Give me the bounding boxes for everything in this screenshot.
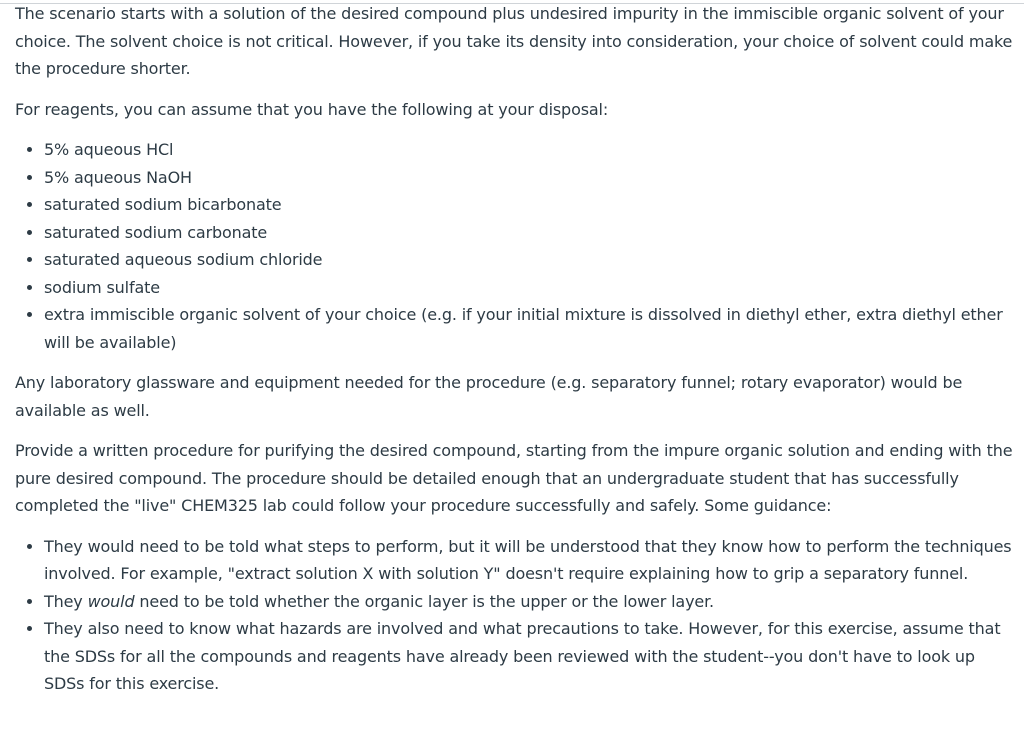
guidance-text: They [44, 591, 88, 611]
reagent-item: • saturated sodium bicarbonate [44, 191, 1015, 219]
intro-paragraph: The scenario starts with a solution of the desired compound plus undesired impurity in the immiscible organic solvent of your choice. The solvent choice is not critical. However, if you take its density into consideration, your choice of solvent could make the procedure shorter. [15, 4, 1013, 78]
reagent-item: • saturated aqueous sodium chloride [44, 246, 1015, 274]
guidance-text: need to be told whether the organic layer is the upper or the lower layer. [134, 591, 714, 611]
task-paragraph: Provide a written procedure for purifying the desired compound, starting from the impure organic solution and ending with the pure desired compound. The procedure should be detailed enough that an undergraduate student that has successfully completed the "live" CHEM325 lab could follow your procedure successfully and safely. Some guidance: [15, 441, 1013, 515]
guidance-list [15, 533, 1015, 698]
reagent-item: • extra immiscible organic solvent of your choice (e.g. if your initial mixture is dissolved in diethyl ether, extra diethyl ether will be available) [44, 301, 1015, 356]
guidance-item [44, 588, 1015, 616]
emphasis-text: would [87, 591, 135, 611]
reagent-item: • 5% aqueous NaOH [44, 164, 1015, 192]
reagents-list [15, 136, 1015, 356]
guidance-item: • They would need to be told what steps to perform, but it will be understood that they know how to perform the techniques involved. For example, "extract solution X with solution Y" doesn't require explaining how to grip a separatory funnel. [44, 533, 1015, 588]
reagent-item: • saturated sodium carbonate [44, 219, 1015, 247]
reagents-intro-paragraph: For reagents, you can assume that you have the following at your disposal: [15, 99, 609, 119]
reagent-item: • sodium sulfate [44, 274, 1015, 302]
glassware-paragraph: Any laboratory glassware and equipment needed for the procedure (e.g. separatory funnel; rotary evaporator) would be available as well. [15, 373, 963, 420]
assignment-content [15, 0, 1015, 711]
reagent-item: • 5% aqueous HCl [44, 136, 1015, 164]
guidance-item: • They also need to know what hazards are involved and what precautions to take. However, for this exercise, assume that the SDSs for all the compounds and reagents have already been reviewed with the student--you don't have to look up SDSs for this exercise. [44, 615, 1015, 698]
